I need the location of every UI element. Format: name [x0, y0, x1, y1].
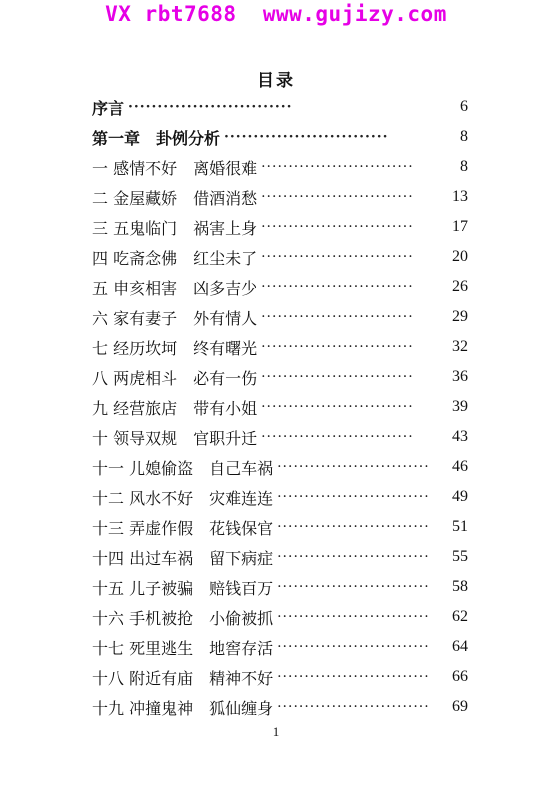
toc-leader-dots: ···························· [277, 549, 430, 565]
toc-entry[interactable] [92, 392, 468, 422]
toc-leader-dots: ···························· [128, 99, 293, 115]
toc-leader-dots: ···························· [277, 579, 430, 595]
toc-entry-page: 46 [452, 458, 468, 475]
toc-leader-dots: ···························· [261, 429, 414, 445]
toc-leader-dots: ···························· [261, 309, 414, 325]
toc-entry-title: 十八 附近有庙 精神不好 [92, 668, 274, 688]
toc-leader-dots: ···························· [261, 339, 414, 355]
toc-leader-dots: ···························· [261, 399, 414, 415]
toc-entry[interactable] [92, 212, 468, 242]
toc-entry-title: 五 申亥相害 凶多吉少 [92, 278, 258, 298]
toc-entry[interactable] [92, 92, 468, 122]
toc-entry-title: 十九 冲撞鬼神 狐仙缠身 [92, 698, 274, 718]
toc-entry[interactable] [92, 662, 468, 692]
watermark-text: VX rbt7688 www.gujizy.com [105, 2, 447, 26]
toc-entry[interactable] [92, 542, 468, 572]
toc-entry-page: 51 [452, 518, 468, 535]
toc-entry[interactable] [92, 302, 468, 332]
toc-entry-page: 8 [460, 128, 468, 145]
toc-entry-page: 29 [452, 308, 468, 325]
toc-entry[interactable] [92, 242, 468, 272]
toc-leader-dots: ···························· [261, 249, 414, 265]
toc-entry[interactable] [92, 602, 468, 632]
toc-entry-page: 66 [452, 668, 468, 685]
toc-entry[interactable] [92, 692, 468, 722]
toc-entry[interactable] [92, 332, 468, 362]
toc-entry-page: 49 [452, 488, 468, 505]
toc-entry-title: 十三 弄虚作假 花钱保官 [92, 518, 274, 538]
table-of-contents [92, 92, 468, 722]
toc-leader-dots: ···························· [277, 519, 430, 535]
toc-entry[interactable] [92, 572, 468, 602]
toc-entry-page: 36 [452, 368, 468, 385]
toc-leader-dots: ···························· [277, 699, 430, 715]
toc-entry-title: 七 经历坎坷 终有曙光 [92, 338, 258, 358]
toc-entry-title: 十一 儿媳偷盗 自己车祸 [92, 458, 274, 478]
toc-entry-page: 69 [452, 698, 468, 715]
page-title: 目录 [257, 71, 295, 91]
toc-entry-title: 二 金屋藏娇 借酒消愁 [92, 188, 258, 208]
toc-entry[interactable] [92, 152, 468, 182]
toc-entry-title: 六 家有妻子 外有情人 [92, 308, 258, 328]
toc-entry-page: 58 [452, 578, 468, 595]
toc-entry[interactable] [92, 122, 468, 152]
toc-entry-page: 64 [452, 638, 468, 655]
toc-leader-dots: ···························· [277, 459, 430, 475]
toc-entry-page: 43 [452, 428, 468, 445]
toc-entry[interactable] [92, 482, 468, 512]
toc-entry-title: 十 领导双规 官职升迁 [92, 428, 258, 448]
toc-leader-dots: ···························· [277, 639, 430, 655]
page-number: 1 [272, 724, 280, 739]
toc-leader-dots: ···························· [261, 189, 414, 205]
toc-entry-page: 13 [452, 188, 468, 205]
toc-entry-title: 九 经营旅店 带有小姐 [92, 398, 258, 418]
toc-leader-dots: ···························· [277, 609, 430, 625]
toc-leader-dots: ···························· [224, 129, 389, 145]
toc-leader-dots: ···························· [261, 219, 414, 235]
toc-entry-title: 第一章 卦例分析 [92, 128, 221, 148]
toc-entry-page: 20 [452, 248, 468, 265]
toc-entry-title: 十六 手机被抢 小偷被抓 [92, 608, 274, 628]
toc-entry[interactable] [92, 512, 468, 542]
toc-entry-page: 55 [452, 548, 468, 565]
toc-entry[interactable] [92, 272, 468, 302]
toc-entry[interactable] [92, 452, 468, 482]
toc-entry-title: 三 五鬼临门 祸害上身 [92, 218, 258, 238]
toc-entry-page: 32 [452, 338, 468, 355]
toc-entry-page: 26 [452, 278, 468, 295]
toc-entry[interactable] [92, 632, 468, 662]
toc-entry-title: 十四 出过车祸 留下病症 [92, 548, 274, 568]
toc-entry-page: 62 [452, 608, 468, 625]
toc-leader-dots: ···························· [277, 489, 430, 505]
toc-entry[interactable] [92, 182, 468, 212]
toc-leader-dots: ···························· [277, 669, 430, 685]
toc-entry-title: 序言 [92, 98, 125, 118]
toc-entry-page: 39 [452, 398, 468, 415]
toc-entry-title: 十七 死里逃生 地窖存活 [92, 638, 274, 658]
toc-leader-dots: ···························· [261, 159, 414, 175]
toc-entry-page: 17 [452, 218, 468, 235]
toc-entry-title: 十五 儿子被骗 赔钱百万 [92, 578, 274, 598]
toc-entry-title: 十二 风水不好 灾难连连 [92, 488, 274, 508]
toc-entry-title: 一 感情不好 离婚很难 [92, 158, 258, 178]
toc-entry[interactable] [92, 422, 468, 452]
toc-entry-page: 6 [460, 98, 468, 115]
toc-entry-title: 四 吃斋念佛 红尘未了 [92, 248, 258, 268]
toc-entry-page: 8 [460, 158, 468, 175]
toc-leader-dots: ···························· [261, 279, 414, 295]
toc-leader-dots: ···························· [261, 369, 414, 385]
toc-entry[interactable] [92, 362, 468, 392]
toc-entry-title: 八 两虎相斗 必有一伤 [92, 368, 258, 388]
